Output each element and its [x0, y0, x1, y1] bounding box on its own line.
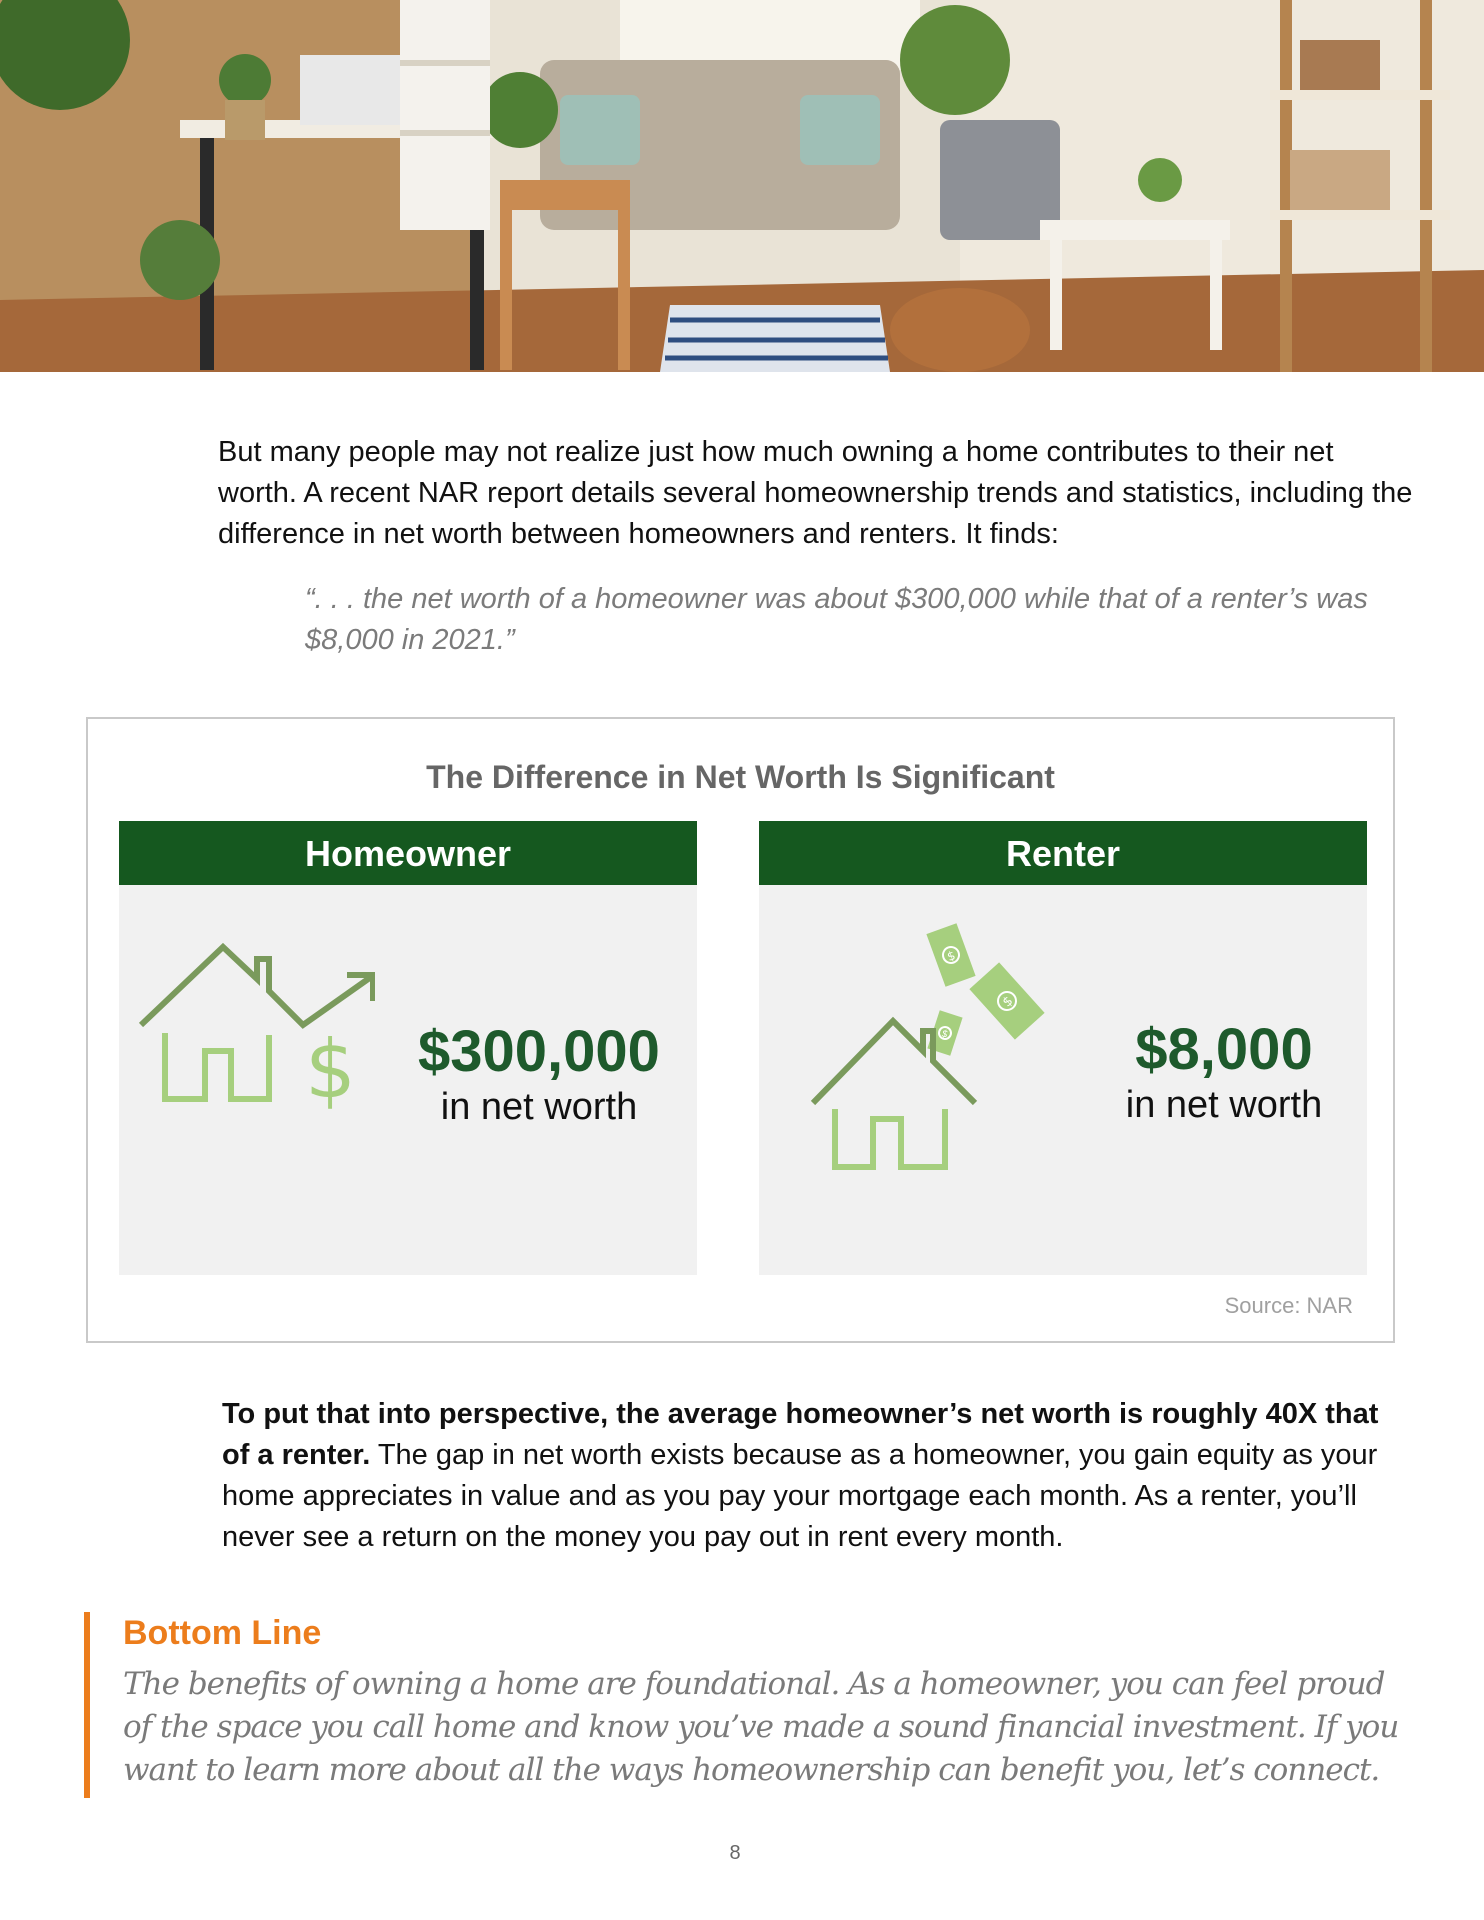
renter-amount: $8,000	[1135, 1017, 1313, 1082]
bottom-line-callout	[84, 1612, 1414, 1798]
perspective-bold-text: To put that into perspective, the average homeowner’s net worth is roughly 40X that of a renter.	[222, 1398, 1379, 1471]
perspective-body-text: The gap in net worth exists because as a homeowner, you gain equity as your home appreciates in value and as you pay your mortgage each month. As a renter, you’ll never see a return on the money you pay out in rent every month.	[222, 1439, 1378, 1553]
homeowner-amount-label: in net worth	[440, 1086, 638, 1128]
svg-text:$: $	[305, 1023, 356, 1116]
svg-text:$: $	[1000, 993, 1017, 1011]
hero-photo	[0, 0, 1484, 372]
renter-amount-label: in net worth	[1125, 1084, 1323, 1126]
bottom-line-text: The benefits of owning a home are foundational. As a homeowner, you can feel proud of the space you call home and know you’ve made a sound financial investment. If you want to learn more about all the ways homeownership can benefit you, let’s connect.	[123, 1666, 1399, 1788]
page-number: 8	[729, 1842, 741, 1864]
homeowner-heading: Homeowner	[119, 821, 697, 885]
bottom-line-title: Bottom Line	[123, 1614, 322, 1652]
nar-quote: “. . . the net worth of a homeowner was about $300,000 while that of a renter’s was $8,000 in 2021.”	[305, 583, 1368, 656]
infographic-title: The Difference in Net Worth Is Significant	[426, 759, 1055, 795]
renter-panel	[759, 821, 1367, 1275]
perspective-paragraph	[222, 1394, 1402, 1558]
homeowner-panel	[119, 821, 697, 1275]
net-worth-infographic	[86, 717, 1395, 1343]
house-money-icon	[809, 897, 1049, 1177]
renter-heading: Renter	[759, 821, 1367, 885]
svg-text:$: $	[939, 1028, 950, 1041]
svg-text:$: $	[945, 948, 958, 964]
house-growth-icon	[135, 939, 375, 1119]
homeowner-amount: $300,000	[418, 1019, 660, 1084]
source-note: Source: NAR	[1224, 1293, 1353, 1318]
intro-paragraph: But many people may not realize just how much owning a home contributes to their net worth. A recent NAR report details several homeownership trends and statistics, including the difference in net worth between homeowners and renters. It finds:	[218, 436, 1413, 550]
